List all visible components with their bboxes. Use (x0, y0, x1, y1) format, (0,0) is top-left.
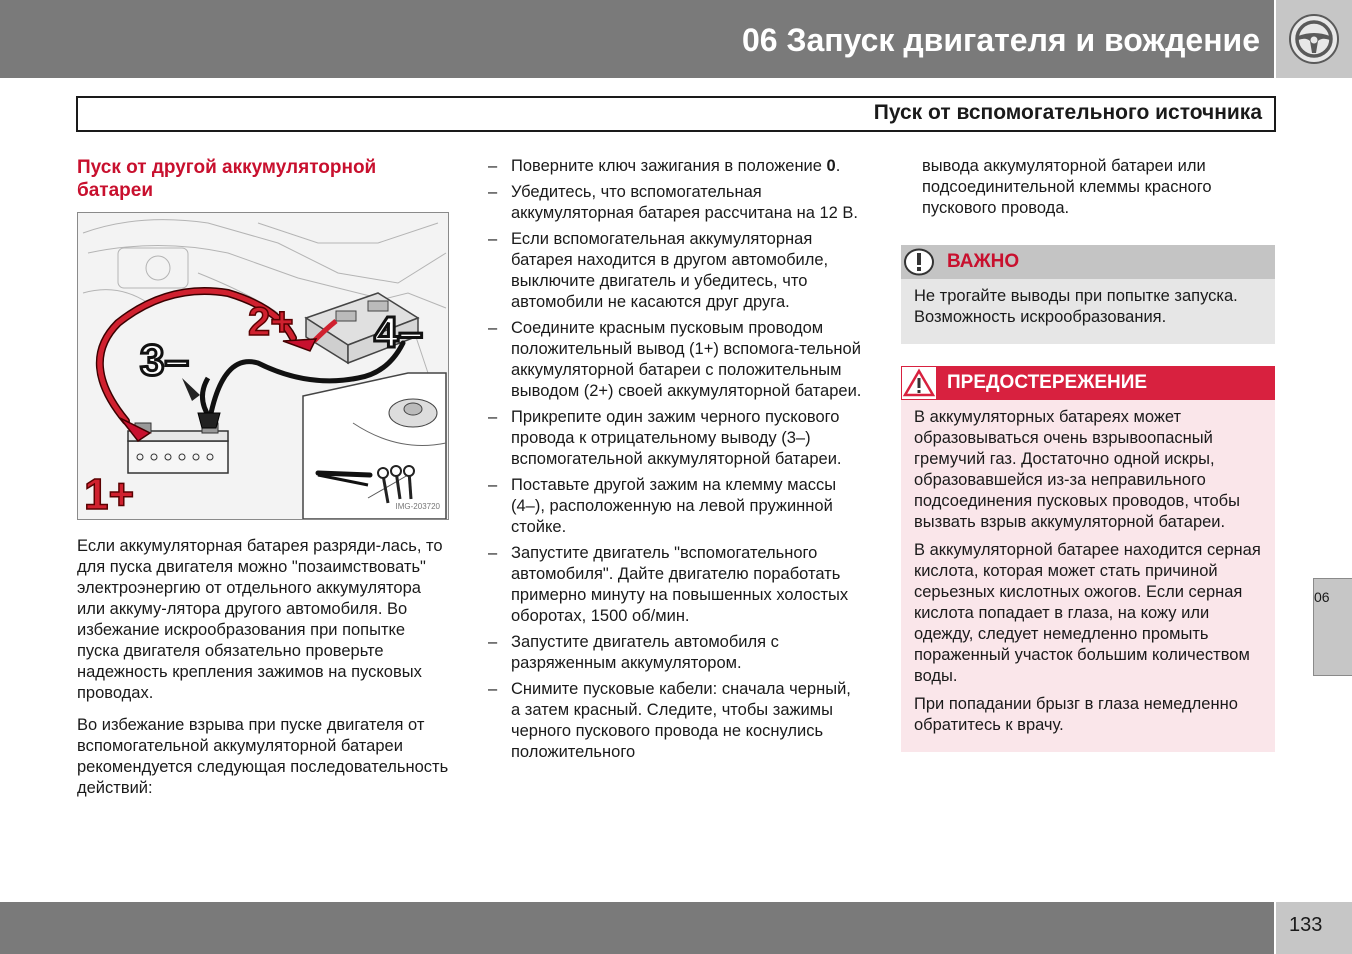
continued-step-text: вывода аккумуляторной батареи или подсоединительной клеммы красного пускового провода. (922, 157, 1212, 217)
list-item: – Если вспомогательная аккумуляторная батарея находится в другом автомобиле, выключите двигатель и убедитесь, что автомобили не касаются друг друга. (488, 230, 829, 311)
chapter-side-tab (1313, 578, 1352, 676)
list-item: – Снимите пусковые кабели: сначала черный, а затем красный. Следите, чтобы зажимы черного пускового провода не коснулись положительного (488, 680, 851, 761)
list-item: – Соедините красным пусковым проводом положительный вывод (1+) вспомога-тельной аккумуляторной батареи с положительным выводом (2+) своей аккумуляторной батареи. (488, 319, 862, 400)
image-code: IMG-203720 (395, 502, 440, 511)
list-item: – Убедитесь, что вспомогательная аккумуляторная батарея рассчитана на 12 В. (488, 183, 858, 222)
warning-text-1: В аккумуляторных батареях может образовываться очень взрывоопасный гремучий газ. Достаточно одной искры, образовавшейся из-за неправильного подсоединения пусковых проводов, чтобы вызвать взрыв аккумуляторной батареи. (914, 408, 1240, 531)
page-number-box (1276, 902, 1352, 954)
column-middle (488, 156, 862, 768)
list-item: – Прикрепите один зажим черного пускового провода к отрицательному выводу (3–) вспомогательной аккумуляторной батареи. (488, 408, 842, 468)
subsection-heading: Пуск от другой аккумуляторной батареи (77, 157, 377, 201)
warning-notice (901, 366, 1275, 752)
important-title: ВАЖНО (947, 251, 1020, 272)
warning-text-2: В аккумуляторной батарее находится серная кислота, которая может стать причиной серьезных кислотных ожогов. Если серная кислота попадает в глаза, на кожу или одежду, следует немедленно промыть пораженный участок большим количеством воды. (914, 541, 1261, 685)
important-notice (901, 245, 1275, 344)
warning-text-3: При попадании брызг в глаза немедленно обратитесь к врачу. (914, 695, 1238, 734)
page-number: 133 (1289, 914, 1323, 936)
intro-paragraph: Если аккумуляторная батарея разряди-лась, то для пуска двигателя можно "позаимствовать" электроэнергию от отдельного аккумулятора или аккуму-лятора другого автомобиля. Во избежание искрообразования при попытке пуска двигателя обязательно проверьте надежность крепления зажимов на пусковых проводах. (77, 537, 443, 702)
list-item: – Поверните ключ зажигания в положение 0. (488, 157, 841, 175)
list-item: – Запустите двигатель "вспомогательного автомобиля". Дайте двигателю поработать примерно минуту на повышенных холостых оборотах, 1500 об/мин. (488, 544, 849, 625)
warning-title: ПРЕДОСТЕРЕЖЕНИЕ (947, 372, 1148, 393)
steps-list (488, 156, 862, 763)
chapter-icon-box (1276, 0, 1352, 78)
label-4-minus: 4– (374, 308, 423, 357)
jump-start-diagram (78, 213, 448, 519)
list-item: – Запустите двигатель автомобиля с разряженным аккумулятором. (488, 633, 779, 672)
important-header (901, 245, 1275, 279)
label-1-plus: 1+ (84, 470, 135, 519)
label-2-plus: 2+ (248, 300, 294, 344)
warning-header (901, 366, 1275, 400)
side-tab-label: 06 (1314, 589, 1330, 605)
chapter-title: 06 Запуск двигателя и вождение (741, 22, 1260, 58)
steering-wheel-icon (1288, 13, 1340, 65)
exclamation-icon (904, 248, 934, 276)
section-title-box (76, 96, 1276, 132)
warning-triangle-icon (902, 367, 936, 399)
footer-bar (0, 902, 1274, 954)
list-item: – Поставьте другой зажим на клемму массы (4–), расположенную на левой пружинной стойке. (488, 476, 837, 536)
jump-start-illustration (77, 212, 449, 520)
section-title: Пуск от вспомогательного источника (873, 101, 1262, 124)
sequence-paragraph: Во избежание взрыва при пуске двигателя от вспомогательной аккумуляторной батареи рекомендуется следующая последовательность действий: (77, 716, 449, 797)
column-left (77, 156, 449, 810)
column-right (901, 156, 1275, 752)
important-text: Не трогайте выводы при попытке запуска. Возможность искрообразования. (914, 287, 1238, 326)
header-bar (0, 0, 1274, 78)
label-3-minus: 3– (140, 336, 189, 385)
